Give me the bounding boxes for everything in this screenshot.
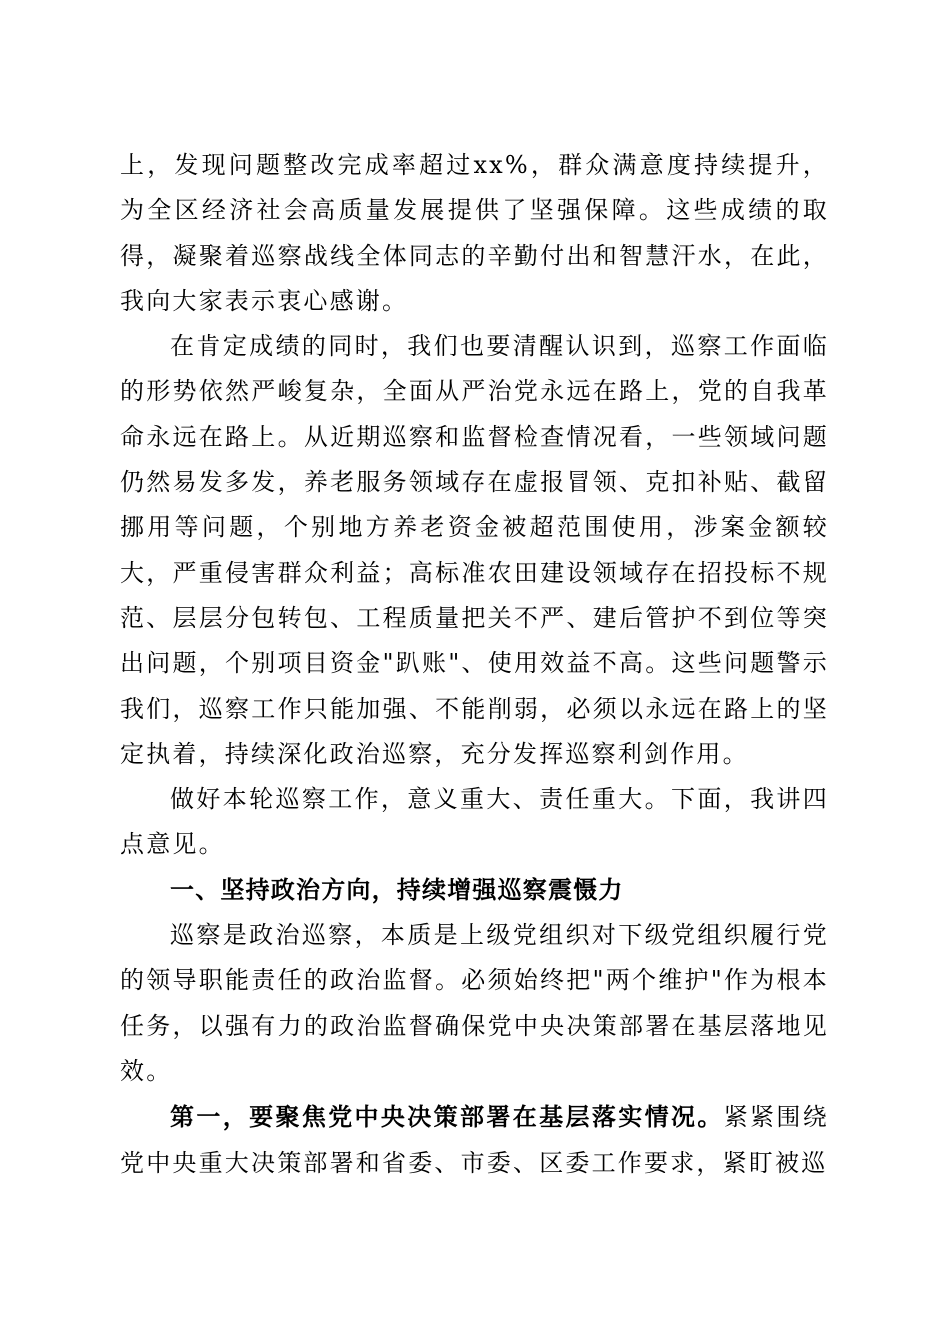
document-body <box>120 143 829 1186</box>
point-one-text: 紧紧围绕党中央重大决策部署和省委、市委、区委工作要求，紧盯被巡 <box>120 1103 829 1177</box>
paragraph-point-one <box>120 1094 829 1186</box>
paragraph-situation-analysis: 在肯定成绩的同时，我们也要清醒认识到，巡察工作面临的形势依然严峻复杂，全面从严治党永远在路上，党的自我革命永远在路上。从近期巡察和监督检查情况看，一些领域问题仍然易发多发，养老服务领域存在虚报冒领、克扣补贴、截留挪用等问题，个别地方养老资金被超范围使用，涉案金额较大，严重侵害群众利益；高标准农田建设领域存在招投标不规范、层层分包转包、工程质量把关不严、建后管护不到位等突出问题，个别项目资金"趴账"、使用效益不高。这些问题警示我们，巡察工作只能加强、不能削弱，必须以永远在路上的坚定执着，持续深化政治巡察，充分发挥巡察利剑作用。 <box>120 332 829 768</box>
point-one-lead: 第一，要聚焦党中央决策部署在基层落实情况。 <box>170 1102 724 1132</box>
paragraph-transition: 做好本轮巡察工作，意义重大、责任重大。下面，我讲四点意见。 <box>120 785 829 859</box>
paragraph-political-inspection: 巡察是政治巡察，本质是上级党组织对下级党组织履行党的领导职能责任的政治监督。必须始终把"两个维护"作为根本任务，以强有力的政治监督确保党中央决策部署在基层落地见效。 <box>120 921 829 1085</box>
section-heading-1: 一、坚持政治方向，持续增强巡察震慑力 <box>170 875 624 904</box>
paragraph-continuation: 上，发现问题整改完成率超过xx%，群众满意度持续提升，为全区经济社会高质量发展提供了坚强保障。这些成绩的取得，凝聚着巡察战线全体同志的辛勤付出和智慧汗水，在此，我向大家表示衷心感谢。 <box>120 151 829 315</box>
